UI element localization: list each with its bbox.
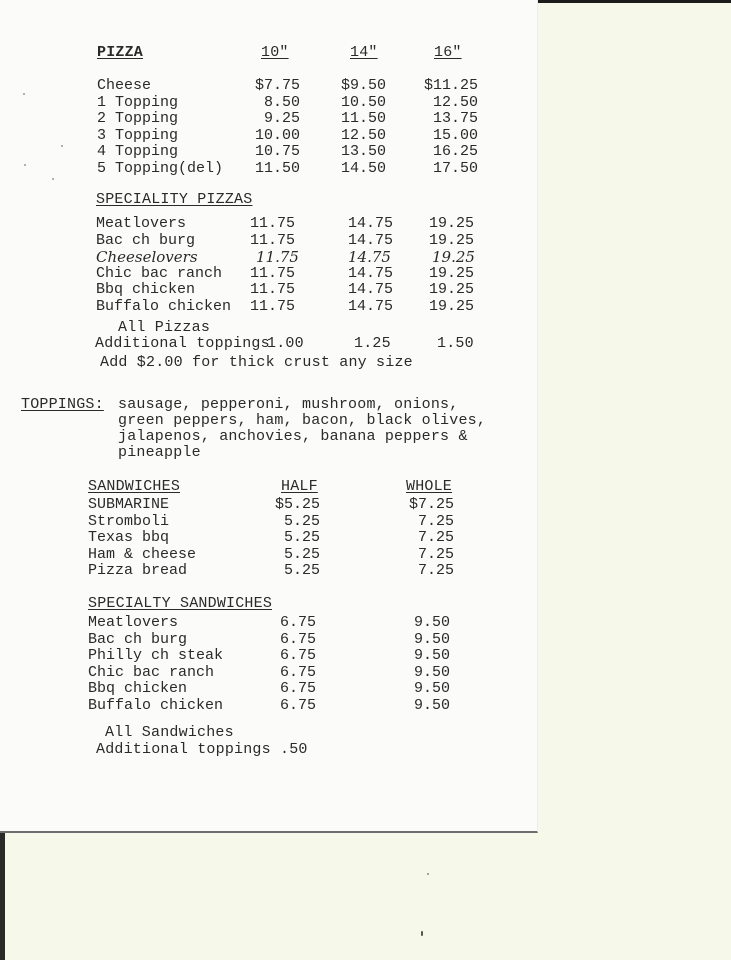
price-10: 9.25 (263, 110, 300, 127)
pizza-additional-toppings-label: Additional toppings (95, 335, 270, 352)
item-name: Stromboli (88, 512, 170, 530)
price-16: 19.25 (429, 281, 475, 298)
price-10: 10.00 (254, 126, 300, 144)
price-16: 16.25 (432, 143, 478, 160)
whole-column-header: WHOLE (406, 478, 453, 495)
sandwich-additional-toppings: Additional toppings .50 (96, 741, 308, 758)
toppings-line: jalapenos, anchovies, banana peppers & (118, 428, 468, 445)
size-header-16: 16" (434, 44, 462, 61)
price-whole: 9.50 (414, 663, 451, 681)
price-14: $9.50 (340, 77, 386, 94)
item-name: Bac ch burg (88, 630, 188, 648)
price-whole: 9.50 (414, 680, 451, 697)
toppings-label: TOPPINGS: (21, 396, 104, 413)
item-name: Texas bbq (88, 529, 170, 546)
price-half: 5.25 (283, 529, 320, 546)
pizza-topping-price-16: 1.50 (437, 335, 474, 352)
price-14: 14.75 (348, 231, 394, 249)
speciality-pizzas-title: SPECIALITY PIZZAS (96, 191, 253, 208)
price-14: 10.50 (340, 93, 386, 111)
price-half: $5.25 (274, 496, 320, 513)
price-half: 6.75 (280, 663, 317, 681)
price-14: 14.75 (348, 281, 394, 298)
price-half: 5.25 (283, 545, 320, 563)
price-half: 5.25 (283, 562, 320, 579)
price-10: 11.75 (250, 297, 296, 315)
price-half: 6.75 (280, 680, 317, 697)
item-name: Chic bac ranch (96, 264, 223, 282)
price-14: 13.50 (340, 143, 386, 160)
scanner-edge-left (0, 832, 5, 960)
item-name: 1 Topping (97, 93, 179, 111)
scanner-edge-top (537, 0, 731, 3)
pizza-topping-price-14: 1.25 (354, 335, 391, 352)
price-whole: 7.25 (417, 529, 454, 546)
price-16: 19.25 (429, 231, 475, 249)
price-whole: 7.25 (417, 545, 454, 563)
price-10: 10.75 (254, 143, 300, 160)
item-name: Chic bac ranch (88, 663, 215, 681)
price-whole: 9.50 (414, 647, 451, 664)
price-whole: 9.50 (414, 614, 451, 631)
price-whole: 7.25 (417, 512, 454, 530)
item-name: Ham & cheese (88, 545, 197, 563)
price-half: 6.75 (280, 614, 317, 631)
item-name: Meatlovers (96, 215, 187, 232)
toppings-line: pineapple (118, 444, 201, 461)
item-name: 5 Topping(del) (97, 159, 224, 177)
price-16: 19.25 (429, 297, 475, 315)
specialty-sandwiches-title: SPECIALTY SANDWICHES (88, 595, 273, 612)
size-header-14: 14" (350, 44, 378, 61)
price-10: 11.50 (254, 159, 300, 177)
item-name: Bac ch burg (96, 231, 196, 249)
price-half: 6.75 (280, 696, 317, 714)
price-14: 11.50 (340, 110, 386, 127)
item-name: Bbq chicken (96, 281, 196, 298)
scan-speck (24, 164, 26, 166)
item-name: Buffalo chicken (88, 696, 224, 714)
price-16: 19.25 (429, 215, 475, 232)
price-half: 6.75 (280, 647, 317, 664)
sandwiches-title: SANDWICHES (88, 478, 181, 495)
item-name: Cheeselovers (96, 248, 198, 266)
toppings-line: green peppers, ham, bacon, black olives, (118, 412, 487, 429)
price-14: 12.50 (340, 126, 386, 144)
price-10: 11.75 (250, 215, 296, 232)
scan-speck (421, 931, 423, 936)
item-name: 4 Topping (97, 143, 179, 160)
price-14: 14.75 (348, 297, 394, 315)
half-column-header: HALF (281, 478, 318, 495)
item-name: Philly ch steak (88, 647, 224, 664)
price-14: 14.50 (340, 159, 386, 177)
scan-speck (52, 178, 54, 180)
item-name: Meatlovers (88, 614, 179, 631)
item-name: Pizza bread (88, 562, 188, 579)
item-name: Cheese (97, 77, 152, 94)
price-whole: 7.25 (417, 562, 454, 579)
size-header-10: 10" (261, 44, 289, 61)
price-16: 12.50 (432, 93, 478, 111)
price-14: 14.75 (348, 248, 391, 266)
price-10: $7.75 (254, 77, 300, 94)
toppings-line: sausage, pepperoni, mushroom, onions, (118, 396, 459, 413)
item-name: 2 Topping (97, 110, 179, 127)
item-name: Buffalo chicken (96, 297, 232, 315)
item-name: Bbq chicken (88, 680, 188, 697)
price-16: 19.25 (429, 264, 475, 282)
price-16: 13.75 (432, 110, 478, 127)
scan-speck (61, 145, 63, 147)
price-whole: 9.50 (414, 630, 451, 648)
price-whole: 9.50 (414, 696, 451, 714)
price-half: 5.25 (283, 512, 320, 530)
all-pizzas-label: All Pizzas (118, 319, 211, 336)
price-10: 8.50 (263, 93, 300, 111)
price-14: 14.75 (348, 215, 394, 232)
price-whole: $7.25 (408, 496, 454, 513)
thick-crust-note: Add $2.00 for thick crust any size (100, 354, 413, 371)
price-16: 17.50 (432, 159, 478, 177)
all-sandwiches-label: All Sandwiches (105, 724, 234, 741)
price-10: 11.75 (256, 248, 299, 266)
price-16: 19.25 (432, 248, 475, 266)
pizza-topping-price-10: 1.00 (267, 335, 304, 352)
scan-speck (23, 93, 25, 95)
price-16: $11.25 (423, 77, 478, 94)
price-half: 6.75 (280, 630, 317, 648)
price-14: 14.75 (348, 264, 394, 282)
price-16: 15.00 (432, 126, 478, 144)
item-name: 3 Topping (97, 126, 179, 144)
price-10: 11.75 (250, 231, 296, 249)
price-10: 11.75 (250, 264, 296, 282)
price-10: 11.75 (250, 281, 296, 298)
scan-speck (427, 873, 429, 875)
item-name: SUBMARINE (88, 496, 170, 513)
pizza-section-title: PIZZA (97, 44, 144, 61)
